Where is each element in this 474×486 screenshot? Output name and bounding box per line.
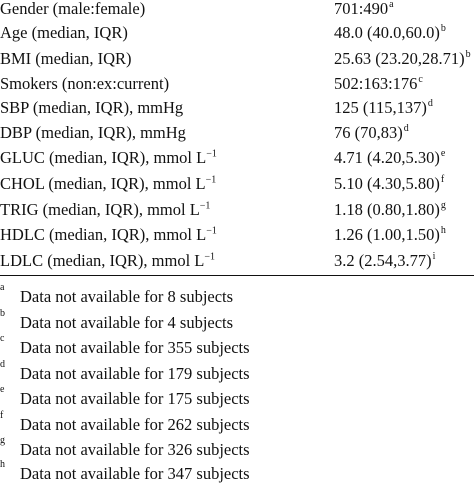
row-label-cell [0,223,217,247]
row-value: 1.26 (1.00,1.50) [334,225,440,244]
footnote-text: Data not available for 347 subjects [20,464,250,483]
footnote [0,333,474,360]
row-value: 5.10 (4.30,5.80) [334,174,440,193]
row-value: 48.0 (40.0,60.0) [334,23,440,42]
row-value: 502:163:176 [334,74,418,93]
row-label: DBP (median, IQR), mmHg [0,123,186,142]
table-bottom-rule [0,275,474,276]
footnote [0,410,474,437]
footnote-mark: d [403,122,409,134]
row-label: GLUC (median, IQR), mmol L [0,148,207,167]
row-label: Age (median, IQR) [0,23,128,42]
table-row [0,96,474,120]
row-label: CHOL (median, IQR), mmol L [0,174,206,193]
footnote-text: Data not available for 355 subjects [20,338,250,357]
footnote-text: Data not available for 179 subjects [20,364,250,383]
footnote [0,435,474,462]
row-value-cell [334,249,435,273]
footnote-mark: i [432,250,436,262]
row-value: 1.18 (0.80,1.80) [334,200,440,219]
row-label: LDLC (median, IQR), mmol L [0,251,205,270]
row-label: SBP (median, IQR), mmHg [0,98,184,117]
footnote-mark: b [440,22,446,34]
footnote [0,308,474,335]
table-row [0,0,474,21]
footnote-mark: c [418,73,423,85]
row-value: 4.71 (4.20,5.30) [334,148,440,167]
row-label-cell [0,198,210,222]
footnote-mark: h [0,459,5,470]
footnote-mark: c [0,333,5,344]
footnote-mark: g [0,435,5,446]
row-value: 125 (115,137) [334,98,427,117]
table-row [0,72,474,96]
table-row [0,47,474,71]
row-value-cell [334,146,445,170]
row-value-cell [334,121,409,145]
row-value-cell [334,172,444,196]
unit-exponent: −1 [206,148,217,160]
footnote-mark: a [389,0,394,10]
footnote-mark: g [440,199,446,211]
table-row [0,249,474,273]
footnote [0,359,474,386]
unit-exponent: −1 [206,225,217,237]
footnote-text: Data not available for 8 subjects [20,287,234,306]
footnote-text: Data not available for 326 subjects [20,440,250,459]
row-label: HDLC (median, IQR), mmol L [0,225,207,244]
footnote-mark: a [0,282,5,293]
row-label-cell [0,172,216,196]
table-row [0,21,474,45]
row-value: 25.63 (23.20,28.71) [334,49,465,68]
footnote-mark: h [440,224,446,236]
row-value-cell [334,96,433,120]
row-value-cell [334,21,446,45]
row-value-cell [334,198,446,222]
row-value: 3.2 (2.54,3.77) [334,251,432,270]
footnote-text: Data not available for 175 subjects [20,389,250,408]
footnote-text: Data not available for 262 subjects [20,415,250,434]
row-value-cell [334,47,471,71]
row-label: BMI (median, IQR) [0,49,132,68]
table-row [0,146,474,170]
row-label-cell [0,249,215,273]
table-row [0,172,474,196]
row-value-cell [334,0,394,21]
footnote-mark: d [0,359,5,370]
footnote-mark: d [427,97,433,109]
unit-exponent: −1 [205,174,217,186]
footnote [0,384,474,411]
row-label: Smokers (non:ex:current) [0,74,170,93]
footnote-mark: f [440,173,445,185]
row-value-cell [334,223,446,247]
footnote-mark: e [0,384,5,395]
footnote-mark: b [0,308,5,319]
table-row [0,223,474,247]
row-value: 76 (70,83) [334,123,403,142]
row-value-cell [334,72,423,96]
table-row [0,198,474,222]
footnote [0,459,474,486]
footnote-mark: b [465,48,471,60]
footnote-mark: e [440,147,446,159]
unit-exponent: −1 [199,200,211,212]
row-label: Gender (male:female) [0,0,146,18]
row-label-cell [0,146,217,170]
unit-exponent: −1 [204,251,216,263]
row-label: TRIG (median, IQR), mmol L [0,200,200,219]
footnote-text: Data not available for 4 subjects [20,313,234,332]
footnote-mark: f [0,410,4,421]
table-row [0,121,474,145]
row-value: 701:490 [334,0,389,18]
footnote [0,282,474,309]
